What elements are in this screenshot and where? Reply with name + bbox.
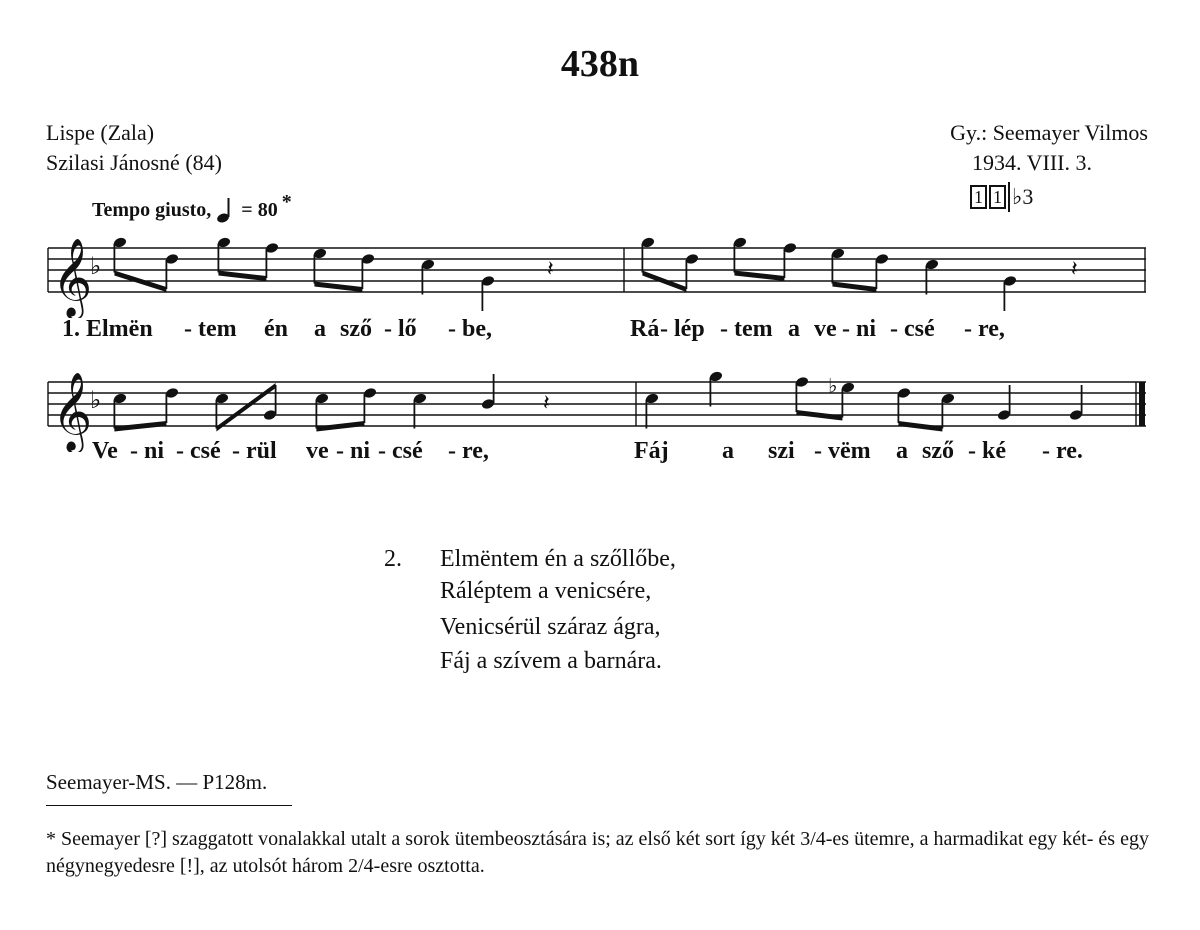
flat-icon: ♭ (1008, 182, 1022, 212)
staff-line-1 (0, 228, 1200, 318)
footnote-divider (46, 805, 292, 806)
song-number-title: 438n (560, 43, 640, 85)
place-label: Lispe (Zala) (46, 120, 155, 145)
beam (898, 421, 942, 432)
lyric-syllable: - csé (176, 438, 221, 464)
source-reference: Seemayer-MS. — P128m. (46, 770, 268, 794)
beam (796, 410, 842, 421)
singer-label: Szilasi Jánosné (84) (46, 150, 222, 175)
lyric-syllable: - ni (842, 316, 877, 342)
quarter-rest-icon: 𝄽 (543, 390, 550, 415)
beam (314, 282, 362, 293)
lyric-syllable: - lő (384, 316, 417, 342)
lyric-syllable: - be, (448, 316, 492, 342)
lyric-syllable: Ve (92, 438, 118, 464)
lyric-syllable: - tem (184, 316, 237, 342)
lyric-syllable: 1. Elmën (62, 316, 153, 342)
lyric-syllable: - lép (660, 316, 705, 342)
lyric-syllable: én (264, 316, 288, 342)
lyric-syllable: ve (306, 438, 329, 464)
lyric-syllable: - rül (232, 438, 277, 464)
lyric-syllable: - ni (336, 438, 371, 464)
lyric-syllable: - ké (968, 438, 1006, 464)
lyric-syllable: - re, (964, 316, 1005, 342)
lyric-syllable: sző (340, 316, 372, 342)
footnote-text: * Seemayer [?] szaggatott vonalakkal utalt a sorok ütembeosztására is; az első két sort így két 3/4-es ütemre, a harmadikat egy két- és egy négynegyedesre [!], az utolsót három 2/4-esre osztotta. (46, 828, 1149, 877)
lyric-syllable: ve (814, 316, 837, 342)
lyric-syllable: a (896, 438, 908, 464)
cadence-box-2: 1 (989, 185, 1006, 209)
verse-line: Elmëntem én a szőllőbe, (440, 546, 676, 572)
quarter-rest-icon: 𝄽 (547, 256, 554, 281)
lyric-syllable: a (722, 438, 734, 464)
lyric-syllable: Fáj (634, 438, 669, 464)
lyric-syllable: - ni (130, 438, 165, 464)
lyric-syllable: a (314, 316, 326, 342)
lyric-syllable: - csé (890, 316, 935, 342)
quarter-note-icon (215, 196, 237, 224)
lyric-syllable: - re. (1042, 438, 1083, 464)
date-label: 1934. VIII. 3. (972, 150, 1092, 175)
lyric-syllable: a (788, 316, 800, 342)
beam (316, 421, 364, 432)
lyric-syllable: - vëm (814, 438, 871, 464)
lyric-syllable: Rá (630, 316, 660, 342)
beam (734, 271, 784, 282)
collector-label: Gy.: Seemayer Vilmos (950, 120, 1148, 145)
beam (114, 421, 166, 432)
flat-accidental-icon: ♭ (828, 375, 838, 398)
key-signature-flat-icon: ♭ (90, 388, 102, 414)
lyric-syllable: szi (768, 438, 795, 464)
footnote-mark: * (281, 190, 292, 213)
beam (832, 282, 876, 293)
cadence-formula (970, 182, 1033, 212)
verse-line: Venicsérül száraz ágra, (440, 614, 661, 640)
treble-clef-icon: 𝄞 (52, 238, 93, 317)
final-barline (1139, 382, 1145, 426)
lyric-syllable: - csé (378, 438, 423, 464)
verse-line: Fáj a szívem a barnára. (440, 648, 662, 674)
beam (216, 383, 275, 432)
cadence-flat-degree: 3 (1022, 184, 1034, 209)
tempo-value: = 80 (241, 198, 278, 221)
cadence-box-1: 1 (970, 185, 987, 209)
lyric-syllable: - re, (448, 438, 489, 464)
tempo-label: Tempo giusto, (92, 198, 212, 221)
treble-clef-icon: 𝄞 (52, 372, 93, 451)
lyric-syllable: sző (922, 438, 954, 464)
verse-line: Ráléptem a venicsére, (440, 578, 652, 604)
key-signature-flat-icon: ♭ (90, 254, 102, 280)
verse-number: 2. (384, 546, 402, 572)
lyric-syllable: - tem (720, 316, 773, 342)
quarter-rest-icon: 𝄽 (1071, 256, 1078, 281)
beam (218, 271, 266, 282)
tempo-marking (92, 190, 292, 224)
